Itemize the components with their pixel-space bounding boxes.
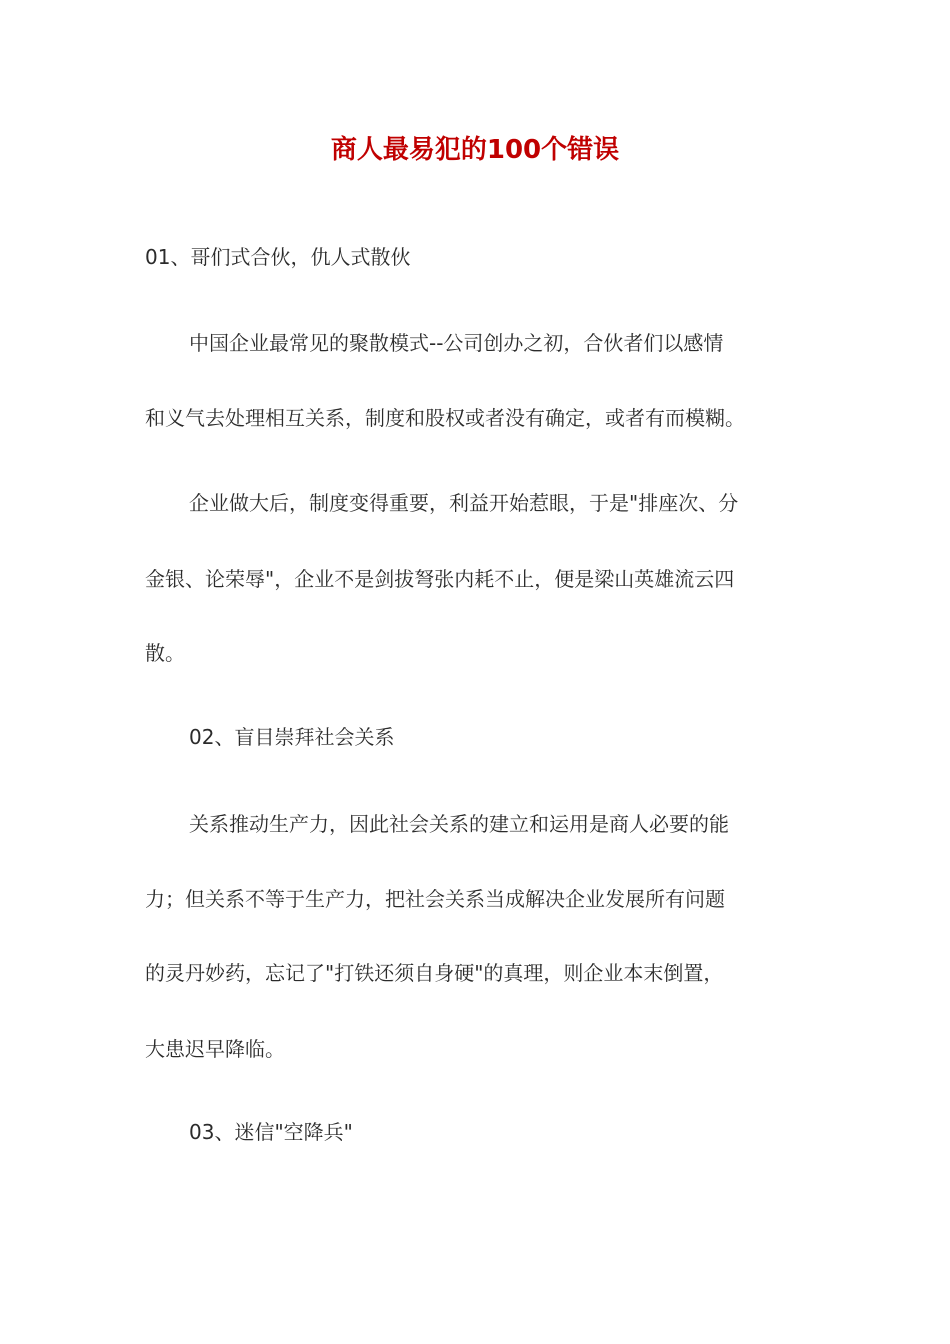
section-heading-01: 01、哥们式合伙，仇人式散伙 [145, 245, 411, 269]
paragraph-line: 企业做大后，制度变得重要，利益开始惹眼，于是"排座次、分 [189, 491, 739, 515]
paragraph-line: 金银、论荣辱"，企业不是剑拔弩张内耗不止，便是梁山英雄流云四 [145, 567, 735, 591]
section-heading-02: 02、盲目崇拜社会关系 [189, 725, 395, 749]
paragraph-line: 中国企业最常见的聚散模式--公司创办之初，合伙者们以感情 [189, 331, 724, 355]
section-heading-03: 03、迷信"空降兵" [189, 1120, 353, 1144]
document-title: 商人最易犯的100个错误 [330, 135, 620, 165]
paragraph-line: 散。 [145, 641, 185, 665]
paragraph-line: 关系推动生产力，因此社会关系的建立和运用是商人必要的能 [189, 812, 729, 836]
paragraph-line: 力；但关系不等于生产力，把社会关系当成解决企业发展所有问题 [145, 887, 725, 911]
paragraph-line: 和义气去处理相互关系，制度和股权或者没有确定，或者有而模糊。 [145, 406, 745, 430]
paragraph-line: 大患迟早降临。 [145, 1037, 285, 1061]
paragraph-line: 的灵丹妙药，忘记了"打铁还须自身硬"的真理，则企业本末倒置， [145, 961, 724, 985]
